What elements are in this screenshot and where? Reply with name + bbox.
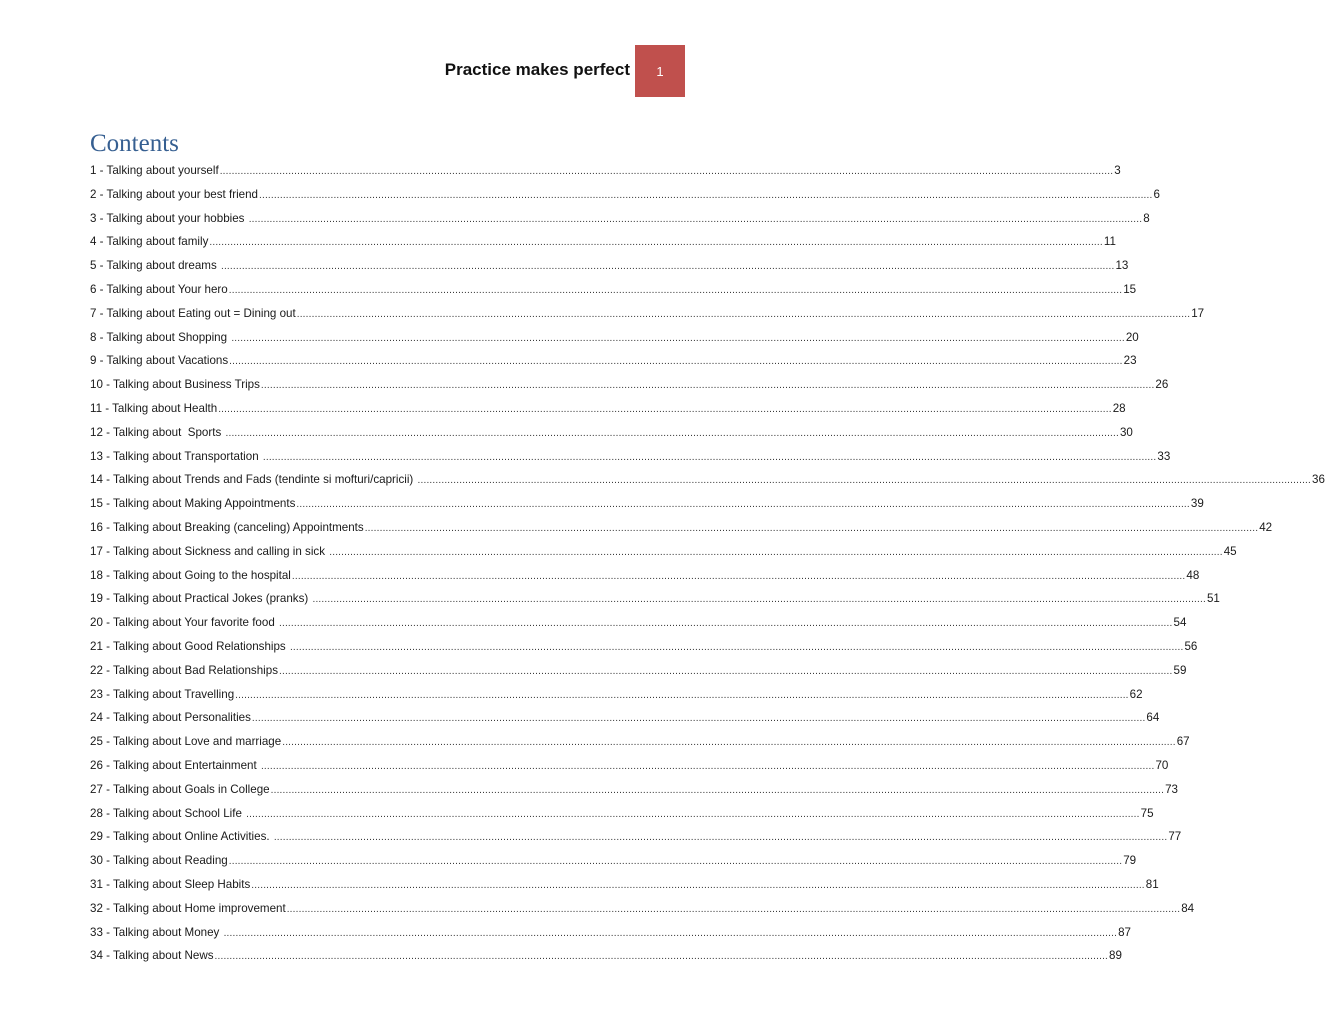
toc-entry[interactable] bbox=[90, 567, 1200, 591]
toc-entry-label: 6 - Talking about Your hero bbox=[90, 282, 228, 296]
toc-entry-label: 15 - Talking about Making Appointments bbox=[90, 497, 296, 511]
toc-dot-leader: ............................................................................................................................................................................................................................................................................................................ bbox=[286, 903, 1181, 915]
toc-entry-page-number: 11 bbox=[1103, 235, 1116, 249]
toc-dot-leader: ............................................................................................................................................................................................................................................................................................................ bbox=[270, 784, 1165, 796]
toc-entry[interactable] bbox=[90, 519, 1273, 543]
toc-entry[interactable] bbox=[90, 352, 1137, 376]
toc-entry-page-number: 48 bbox=[1186, 568, 1200, 582]
toc-entry-label: 31 - Talking about Sleep Habits bbox=[90, 877, 251, 891]
toc-entry-page-number: 45 bbox=[1223, 544, 1237, 558]
toc-entry-label: 29 - Talking about Online Activities. bbox=[90, 830, 273, 844]
toc-entry[interactable] bbox=[90, 781, 1179, 805]
toc-dot-leader: ............................................................................................................................................................................................................................................................................................................ bbox=[417, 475, 1312, 487]
toc-entry-label: 10 - Talking about Business Trips bbox=[90, 378, 260, 392]
toc-entry[interactable] bbox=[90, 471, 1325, 495]
toc-dot-leader: ............................................................................................................................................................................................................................................................................................................ bbox=[248, 213, 1143, 225]
toc-entry[interactable] bbox=[90, 709, 1160, 733]
toc-entry-label: 19 - Talking about Practical Jokes (pranks) bbox=[90, 592, 312, 606]
toc-dot-leader: ............................................................................................................................................................................................................................................................................................................ bbox=[231, 332, 1125, 344]
toc-entry-page-number: 87 bbox=[1118, 925, 1131, 939]
toc-dot-leader: ............................................................................................................................................................................................................................................................................................................ bbox=[214, 951, 1109, 963]
toc-entry[interactable] bbox=[90, 805, 1154, 829]
toc-entry-page-number: 81 bbox=[1145, 877, 1159, 891]
toc-entry-page-number: 30 bbox=[1119, 425, 1133, 439]
toc-entry-page-number: 39 bbox=[1190, 497, 1204, 511]
toc-entry-page-number: 62 bbox=[1129, 687, 1143, 701]
toc-entry-page-number: 6 bbox=[1153, 187, 1160, 201]
toc-entry-label: 3 - Talking about your hobbies bbox=[90, 211, 248, 225]
toc-entry-page-number: 26 bbox=[1155, 378, 1169, 392]
toc-entry-label: 4 - Talking about family bbox=[90, 235, 209, 249]
toc-dot-leader: ............................................................................................................................................................................................................................................................................................................ bbox=[259, 189, 1153, 201]
toc-entry-label: 18 - Talking about Going to the hospital bbox=[90, 568, 291, 582]
toc-entry[interactable] bbox=[90, 376, 1169, 400]
toc-entry-page-number: 56 bbox=[1184, 639, 1198, 653]
toc-entry-page-number: 67 bbox=[1176, 735, 1190, 749]
toc-entry[interactable] bbox=[90, 257, 1129, 281]
toc-entry[interactable] bbox=[90, 686, 1143, 710]
toc-entry-page-number: 64 bbox=[1146, 711, 1160, 725]
toc-entry-page-number: 15 bbox=[1123, 282, 1137, 296]
toc-entry-label: 2 - Talking about your best friend bbox=[90, 187, 258, 201]
toc-dot-leader: ............................................................................................................................................................................................................................................................................................................ bbox=[235, 689, 1129, 701]
toc-dot-leader: ............................................................................................................................................................................................................................................................................................................ bbox=[228, 284, 1123, 296]
toc-heading: Contents bbox=[90, 130, 179, 157]
toc-entry[interactable] bbox=[90, 733, 1190, 757]
toc-dot-leader: ............................................................................................................................................................................................................................................................................................................ bbox=[279, 665, 1173, 677]
toc-dot-leader: ............................................................................................................................................................................................................................................................................................................ bbox=[225, 427, 1119, 439]
toc-entry-label: 32 - Talking about Home improvement bbox=[90, 901, 286, 915]
toc-entry[interactable] bbox=[90, 900, 1195, 924]
toc-entry-page-number: 73 bbox=[1165, 782, 1179, 796]
table-of-contents bbox=[90, 162, 1325, 971]
toc-entry[interactable] bbox=[90, 495, 1204, 519]
toc-dot-leader: ............................................................................................................................................................................................................................................................................................................ bbox=[273, 832, 1168, 844]
toc-entry[interactable] bbox=[90, 614, 1187, 638]
toc-entry-label: 26 - Talking about Entertainment bbox=[90, 758, 260, 772]
toc-entry-page-number: 54 bbox=[1173, 616, 1187, 630]
toc-entry-page-number: 3 bbox=[1114, 164, 1121, 177]
toc-dot-leader: ............................................................................................................................................................................................................................................................................................................ bbox=[219, 166, 1114, 177]
toc-entry[interactable] bbox=[90, 186, 1160, 210]
toc-entry-label: 8 - Talking about Shopping bbox=[90, 330, 231, 344]
toc-dot-leader: ............................................................................................................................................................................................................................................................................................................ bbox=[223, 927, 1118, 939]
toc-dot-leader: ............................................................................................................................................................................................................................................................................................................ bbox=[282, 737, 1176, 749]
toc-entry[interactable] bbox=[90, 828, 1182, 852]
toc-dot-leader: ............................................................................................................................................................................................................................................................................................................ bbox=[312, 594, 1206, 606]
toc-entry[interactable] bbox=[90, 400, 1126, 424]
toc-dot-leader: ............................................................................................................................................................................................................................................................................................................ bbox=[289, 641, 1184, 653]
toc-entry-page-number: 17 bbox=[1191, 306, 1205, 320]
toc-dot-leader: ............................................................................................................................................................................................................................................................................................................ bbox=[246, 808, 1140, 820]
toc-entry-label: 16 - Talking about Breaking (canceling) Appointments bbox=[90, 520, 364, 534]
toc-dot-leader: ............................................................................................................................................................................................................................................................................................................ bbox=[260, 760, 1155, 772]
toc-entry-label: 23 - Talking about Travelling bbox=[90, 687, 235, 701]
toc-entry[interactable] bbox=[90, 947, 1122, 971]
toc-entry-page-number: 28 bbox=[1112, 401, 1126, 415]
toc-entry-label: 5 - Talking about dreams bbox=[90, 259, 220, 273]
page-header-title: Practice makes perfect bbox=[444, 60, 630, 79]
toc-entry-label: 11 - Talking about Health bbox=[90, 401, 218, 415]
toc-dot-leader: ............................................................................................................................................................................................................................................................................................................ bbox=[251, 879, 1145, 891]
toc-entry-label: 34 - Talking about News bbox=[90, 949, 214, 963]
toc-dot-leader: ............................................................................................................................................................................................................................................................................................................ bbox=[229, 356, 1123, 368]
toc-dot-leader: ............................................................................................................................................................................................................................................................................................................ bbox=[291, 570, 1186, 582]
toc-entry-label: 9 - Talking about Vacations bbox=[90, 354, 229, 368]
toc-entry-page-number: 77 bbox=[1168, 830, 1182, 844]
toc-entry[interactable] bbox=[90, 638, 1198, 662]
toc-entry-label: 24 - Talking about Personalities bbox=[90, 711, 251, 725]
toc-entry-page-number: 36 bbox=[1312, 473, 1325, 487]
toc-dot-leader: ............................................................................................................................................................................................................................................................................................................ bbox=[296, 499, 1190, 511]
toc-dot-leader: ............................................................................................................................................................................................................................................................................................................ bbox=[218, 403, 1112, 415]
toc-entry-label: 30 - Talking about Reading bbox=[90, 854, 228, 868]
toc-dot-leader: ............................................................................................................................................................................................................................................................................................................ bbox=[251, 713, 1146, 725]
toc-entry-label: 12 - Talking about Sports bbox=[90, 425, 225, 439]
toc-entry-page-number: 84 bbox=[1181, 901, 1195, 915]
toc-entry[interactable] bbox=[90, 662, 1187, 686]
toc-entry-page-number: 79 bbox=[1123, 854, 1137, 868]
toc-entry-label: 28 - Talking about School Life bbox=[90, 806, 246, 820]
toc-entry-label: 17 - Talking about Sickness and calling in sick bbox=[90, 544, 329, 558]
toc-entry-page-number: 23 bbox=[1123, 354, 1137, 368]
toc-entry-label: 25 - Talking about Love and marriage bbox=[90, 735, 282, 749]
toc-entry[interactable] bbox=[90, 757, 1169, 781]
toc-entry[interactable] bbox=[90, 852, 1137, 876]
toc-entry-label: 27 - Talking about Goals in College bbox=[90, 782, 270, 796]
toc-entry[interactable] bbox=[90, 210, 1150, 234]
toc-entry[interactable] bbox=[90, 424, 1133, 448]
toc-entry-label: 13 - Talking about Transportation bbox=[90, 449, 262, 463]
toc-entry[interactable] bbox=[90, 233, 1116, 257]
toc-entry[interactable] bbox=[90, 876, 1159, 900]
toc-entry[interactable] bbox=[90, 590, 1220, 614]
toc-entry-page-number: 59 bbox=[1173, 663, 1187, 677]
toc-entry[interactable] bbox=[90, 281, 1137, 305]
toc-entry[interactable] bbox=[90, 924, 1131, 948]
toc-dot-leader: ............................................................................................................................................................................................................................................................................................................ bbox=[296, 308, 1191, 320]
page-number-badge: 1 bbox=[635, 45, 685, 97]
toc-dot-leader: ............................................................................................................................................................................................................................................................................................................ bbox=[209, 237, 1103, 249]
toc-entry[interactable] bbox=[90, 543, 1237, 567]
toc-entry[interactable] bbox=[90, 448, 1171, 472]
toc-entry-page-number: 89 bbox=[1109, 949, 1122, 963]
toc-dot-leader: ............................................................................................................................................................................................................................................................................................................ bbox=[262, 451, 1157, 463]
toc-entry[interactable] bbox=[90, 329, 1139, 353]
toc-entry-page-number: 42 bbox=[1259, 520, 1273, 534]
toc-dot-leader: ............................................................................................................................................................................................................................................................................................................ bbox=[329, 546, 1223, 558]
toc-entry-page-number: 20 bbox=[1125, 330, 1139, 344]
toc-dot-leader: ............................................................................................................................................................................................................................................................................................................ bbox=[228, 856, 1123, 868]
toc-entry-label: 7 - Talking about Eating out = Dining out bbox=[90, 306, 296, 320]
toc-entry-page-number: 8 bbox=[1143, 211, 1150, 225]
toc-entry-label: 21 - Talking about Good Relationships bbox=[90, 639, 289, 653]
toc-entry-page-number: 51 bbox=[1206, 592, 1220, 606]
toc-entry-label: 1 - Talking about yourself bbox=[90, 164, 219, 177]
toc-entry-label: 14 - Talking about Trends and Fads (tendinte si mofturi/capricii) bbox=[90, 473, 417, 487]
toc-entry-page-number: 70 bbox=[1155, 758, 1169, 772]
toc-dot-leader: ............................................................................................................................................................................................................................................................................................................ bbox=[220, 261, 1115, 273]
toc-entry-page-number: 33 bbox=[1157, 449, 1171, 463]
toc-entry[interactable] bbox=[90, 305, 1205, 329]
toc-entry-page-number: 13 bbox=[1115, 259, 1129, 273]
toc-entry-label: 22 - Talking about Bad Relationships bbox=[90, 663, 278, 677]
toc-dot-leader: ............................................................................................................................................................................................................................................................................................................ bbox=[279, 618, 1173, 630]
toc-entry-page-number: 75 bbox=[1140, 806, 1154, 820]
toc-entry-label: 20 - Talking about Your favorite food bbox=[90, 616, 278, 630]
toc-entry-label: 33 - Talking about Money bbox=[90, 925, 223, 939]
toc-dot-leader: ............................................................................................................................................................................................................................................................................................................ bbox=[364, 522, 1259, 534]
toc-dot-leader: ............................................................................................................................................................................................................................................................................................................ bbox=[260, 380, 1155, 392]
toc-entry[interactable] bbox=[90, 162, 1121, 186]
